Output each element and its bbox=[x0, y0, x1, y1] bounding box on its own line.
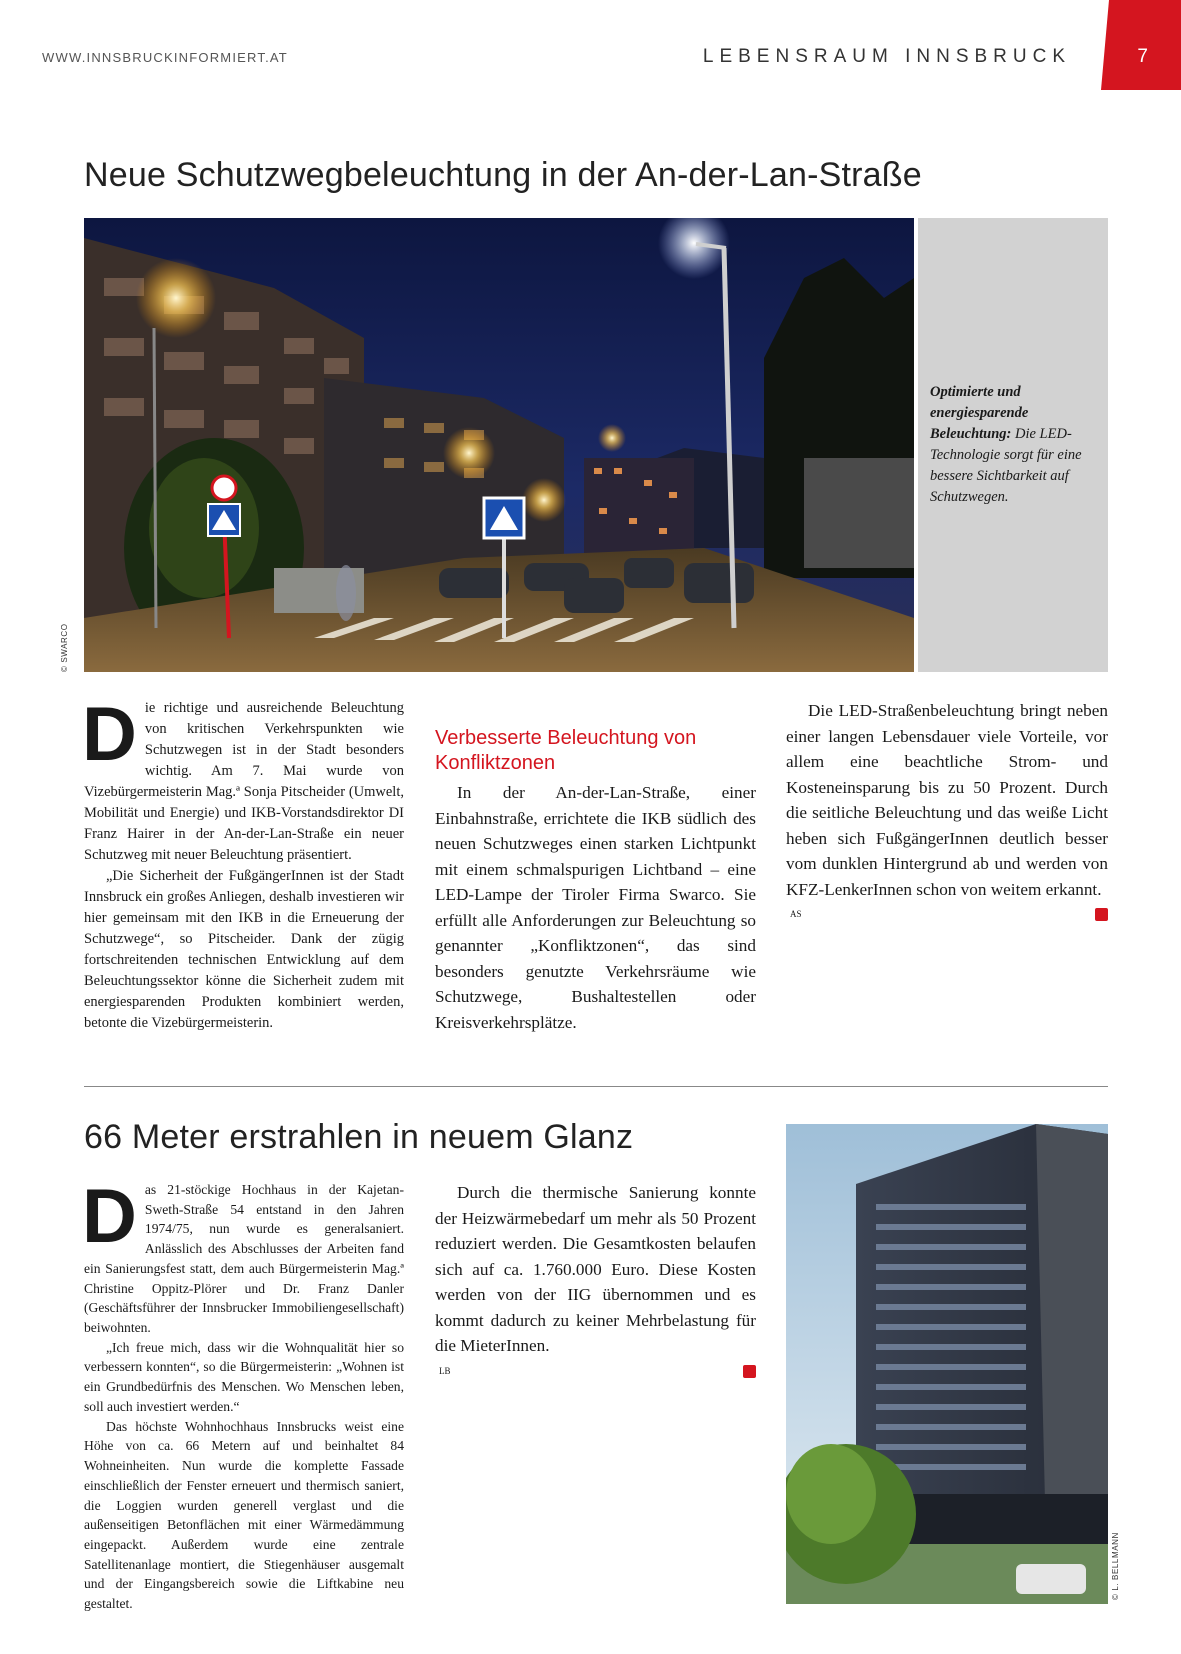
caption-bold: Optimierte und energiesparende Beleuchtung: bbox=[930, 384, 1029, 442]
photo-credit: © SWARCO bbox=[60, 623, 69, 672]
author-initials-2: LB bbox=[439, 1365, 451, 1376]
article1-subhead: Verbesserte Beleuchtung von Konfliktzonen bbox=[435, 727, 697, 774]
article1-column-2 bbox=[435, 698, 756, 1035]
article2-column-1 bbox=[82, 1174, 404, 1614]
article2-paragraph-4: Durch die thermische Sanierung konnte der Heizwärmebedarf um mehr als 50 Prozent reduziert werden. Die Gesamtkosten belaufen sich auf ca. 1.760.000 Euro. Diese Kosten werden von der IIG übernommen und es kommt dadurch zu keiner Mehrbelastung für die MieterInnen. bbox=[435, 1183, 756, 1355]
end-of-article-marker-2 bbox=[743, 1365, 756, 1378]
page-number-tab bbox=[1101, 0, 1181, 90]
drop-cap-2: D bbox=[82, 1174, 137, 1259]
author-initials: AS bbox=[790, 909, 802, 919]
article2-paragraph-1: as 21-stöckige Hochhaus in der Kajetan-Sweth-Straße 54 entstand in den Jahren 1974/75, nun wurde es generalsaniert. Anlässlich des Abschlusses der Arbeiten fand ein Sanierungsfest statt, dem auch Bürgermeisterin Mag.ª Christine Oppitz-Plörer und Dr. Franz Danler (Geschäftsführer der Innsbrucker Immobiliengesellschaft) beiwohnten. bbox=[84, 1182, 404, 1336]
article2-paragraph-2: „Ich freue mich, dass wir die Wohnqualität hier so verbessern konnten“, so die Bürgermeisterin: „Wohnen ist ein Grundbedürfnis des Menschen. Wo Menschen leben, soll auch investiert werden.“ bbox=[84, 1339, 404, 1414]
highrise-photo bbox=[786, 1124, 1108, 1604]
article2-column-2 bbox=[435, 1180, 756, 1388]
article2-headline: 66 Meter erstrahlen in neuem Glanz bbox=[84, 1118, 634, 1156]
article2-paragraph-3: Das höchste Wohnhochhaus Innsbrucks weist eine Höhe von ca. 66 Metern auf und beinhaltet 84 Wohneinheiten. Nun wurde die komplette Fassade einschließlich der Fenster erneuert und thermisch saniert, die Loggien wurden generell verglast und die außenseitigen Betonflächen mit einer Wärmedämmung eingepackt. Außerdem wurde eine zentrale Satellitenanlage montiert, die Stiegenhäuser ausgemalt und der Eingangsbereich sowie die Liftkabine neu gestaltet. bbox=[84, 1418, 404, 1612]
site-url[interactable]: WWW.INNSBRUCKINFORMIERT.AT bbox=[42, 50, 288, 65]
drop-cap: D bbox=[82, 692, 137, 777]
photo-caption-box bbox=[918, 218, 1108, 672]
article1-paragraph-4: Die LED-Straßenbeleuchtung bringt neben einer langen Lebensdauer viele Vorteile, vor allem eine beachtliche Strom- und Kosteneinsparung bis zu 50 Prozent. Durch die seitliche Beleuchtung und das weiße Licht heben sich FußgängerInnen deutlich besser vom dunklen Hintergrund ab und werden von KFZ-LenkerInnen schon von weitem erkannt. bbox=[786, 701, 1108, 899]
article1-column-1 bbox=[82, 692, 404, 1035]
article1-paragraph-2: „Die Sicherheit der FußgängerInnen ist der Stadt Innsbruck ein großes Anliegen, deshalb investieren wir hier gemeinsam mit den IKB in die Erneuerung der Schutzwege“, so Pitscheider. Dank der zügig fortschreitenden technischen Entwicklung auf dem Beleuchtungssektor könne die Sicherheit zudem mit energiesparenden Produkten kombiniert werden, betonte die Vizebürgermeisterin. bbox=[84, 868, 404, 1032]
article1-paragraph-1: ie richtige und ausreichende Beleuchtung von kritischen Verkehrspunkten wie Schutzwegen ist in der Stadt besonders wichtig. Am 7. Mai wurde von Vizebürgermeisterin Mag.ª Sonja Pitscheider (Umwelt, Mobilität und Energie) und IKB-Vorstandsdirektor DI Franz Hairer in der An-der-Lan-Straße ein neuer Schutzweg mit neuer Beleuchtung präsentiert. bbox=[84, 700, 404, 864]
article1-headline: Neue Schutzwegbeleuchtung in der An-der-Lan-Straße bbox=[84, 156, 922, 194]
section-label: LEBENSRAUM INNSBRUCK bbox=[702, 46, 1071, 67]
article1-column-3 bbox=[786, 698, 1108, 931]
end-of-article-marker bbox=[1095, 908, 1108, 921]
photo-credit-2: © L. BELLMANN bbox=[1111, 1532, 1120, 1600]
photo-caption bbox=[930, 382, 1098, 508]
caption-text: Die LED-Technologie sorgt für eine bessere Sichtbarkeit auf Schutzwegen. bbox=[930, 426, 1082, 505]
street-night-photo bbox=[84, 218, 914, 672]
section-divider bbox=[84, 1086, 1108, 1087]
page-number: 7 bbox=[1137, 46, 1148, 67]
article1-paragraph-3: In der An-der-Lan-Straße, einer Einbahnstraße, errichtete die IKB südlich des neuen Schutzweges einen starken Lichtpunkt mit einem schmalspurigen Lichtband – eine LED-Lampe der Tiroler Firma Swarco. Sie erfüllt alle Anforderungen zur Beleuchtung so genannter „Konfliktzonen“, das sind besonders genutzte Verkehrsräume wie Schutzwege, Bushaltestellen oder Kreisverkehrsplätze. bbox=[435, 783, 756, 1032]
